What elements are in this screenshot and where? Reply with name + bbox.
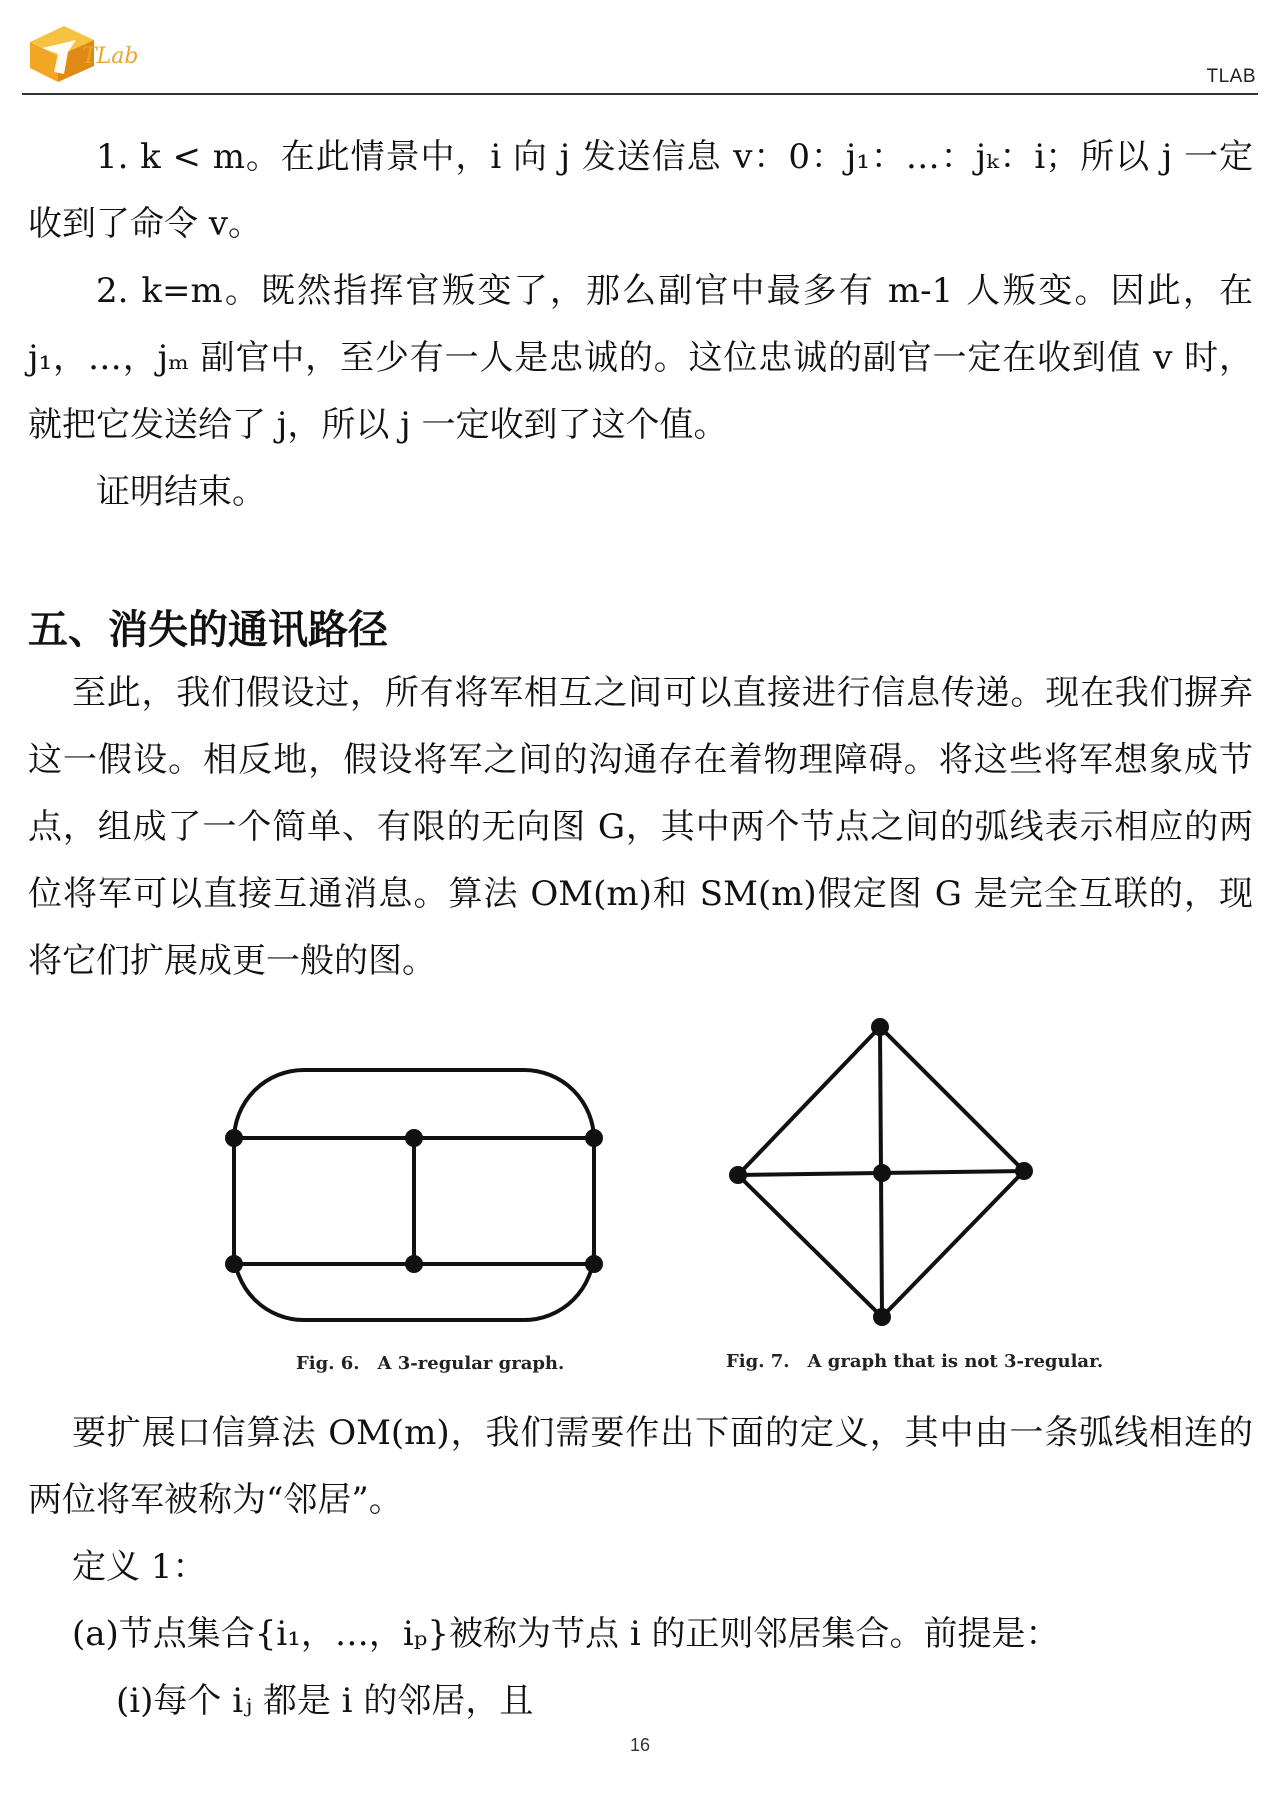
- header-divider: [22, 93, 1258, 95]
- definition-a: (a)节点集合{i₁，…，iₚ}被称为节点 i 的正则邻居集合。前提是：: [72, 1614, 1060, 1654]
- figure-6-label: Fig. 6.: [296, 1353, 360, 1374]
- paragraph-intro: 至此，我们假设过，所有将军相互之间可以直接进行信息传递。现在我们摒弃这一假设。相反地，假设将军之间的沟通存在着物理障碍。将这些将军想象成节点，组成了一个简单、有限的无向图 G，其中两个节点之间的弧线表示相应的两位将军可以直接互通消息。算法 OM(m)和 SM(m)假定图 G 是完全互联的，现将它们扩展成更一般的图。: [28, 673, 1253, 981]
- logo-text: TLab: [82, 44, 139, 69]
- paragraph-case-1: 1. k < m。在此情景中，i 向 j 发送信息 v：0：j₁：…：jₖ：i；所以 j 一定收到了命令 v。: [28, 137, 1253, 244]
- header-label: TLAB: [1206, 66, 1256, 87]
- figure-6-caption-text: A 3-regular graph.: [377, 1353, 565, 1374]
- figure-6-graph: [220, 1060, 620, 1340]
- figure-6-caption: [296, 1353, 564, 1374]
- paragraph-neighbors: 要扩展口信算法 OM(m)，我们需要作出下面的定义，其中由一条弧线相连的两位将军被称为“邻居”。: [28, 1413, 1253, 1520]
- paragraph-proof-end: 证明结束。: [96, 472, 266, 512]
- figure-7-graph: [720, 1015, 1040, 1335]
- definition-a-i: (i)每个 iⱼ 都是 i 的邻居，且: [116, 1681, 534, 1721]
- figure-7-caption-text: A graph that is not 3-regular.: [807, 1351, 1104, 1372]
- section-title: 五、消失的通讯路径: [28, 607, 388, 653]
- figure-7-label: Fig. 7.: [726, 1351, 790, 1372]
- definition-label: 定义 1：: [72, 1547, 207, 1587]
- page-number: 16: [629, 1735, 651, 1755]
- paragraph-case-2: 2. k=m。既然指挥官叛变了，那么副官中最多有 m-1 人叛变。因此，在 j₁，…，jₘ 副官中，至少有一人是忠诚的。这位忠诚的副官一定在收到值 v 时，就把它发送给了 j，所以 j 一定收到了这个值。: [28, 271, 1253, 445]
- figure-7-caption: [726, 1351, 1103, 1372]
